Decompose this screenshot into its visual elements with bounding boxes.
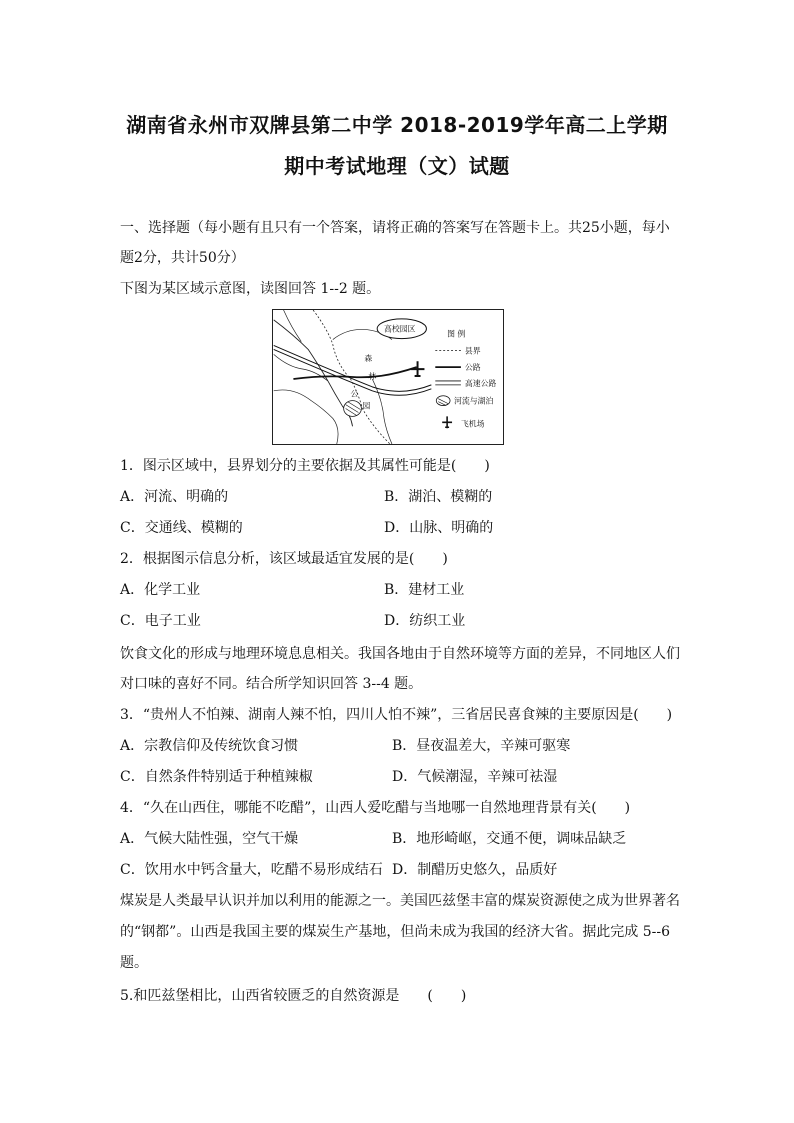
intro-q3-q4-line1: 饮食文化的形成与地理环境息息相关。我国各地由于自然环境等方面的差异，不同地区人们 xyxy=(120,646,680,662)
q3-option-c: C．自然条件特别适于种植辣椒 xyxy=(120,769,313,785)
legend-county-border: 县界 xyxy=(464,346,481,356)
highway-line-1 xyxy=(274,345,432,391)
legend-airport: 飞机场 xyxy=(460,419,485,429)
doc-title-line2: 期中考试地理（文）试题 xyxy=(284,154,510,178)
river-branch-1 xyxy=(284,310,302,342)
q3-option-b: B．昼夜温差大，辛辣可驱寒 xyxy=(392,738,571,754)
forest-label-1: 森 xyxy=(364,354,373,364)
q2-stem: 2．根据图示信息分析，该区域最适宜发展的是( ) xyxy=(120,551,448,567)
q4-option-a: A．气候大陆性强，空气干燥 xyxy=(120,831,299,847)
legend-road: 公路 xyxy=(464,363,481,373)
park-label-2: 园 xyxy=(362,401,371,411)
q3-option-a: A．宗教信仰及传统饮食习惯 xyxy=(120,738,299,754)
river-branch-5 xyxy=(372,379,392,444)
river-main xyxy=(274,320,353,426)
park-label-1: 公 xyxy=(350,389,359,399)
legend-title: 图 例 xyxy=(447,329,466,339)
q4-option-b: B．地形崎岖，交通不便，调味品缺乏 xyxy=(392,831,627,847)
q4-option-c: C．饮用水中钙含量大，吃醋不易形成结石 xyxy=(120,862,383,878)
region-map xyxy=(272,309,504,445)
q1-option-a: A．河流、明确的 xyxy=(120,489,229,505)
legend-highway: 高速公路 xyxy=(464,378,497,388)
forest-label-2: 林 xyxy=(368,371,377,381)
region-map-drawing xyxy=(273,310,503,444)
q1-stem: 1．图示区域中，县界划分的主要依据及其属性可能是( ) xyxy=(120,458,490,474)
section-header-line1: 一、选择题（每小题有且只有一个答案，请将正确的答案写在答题卡上。共25小题，每小 xyxy=(120,220,670,236)
intro-q1-q2: 下图为某区域示意图，读图回答 1--2 题。 xyxy=(120,281,381,297)
river-branch-3 xyxy=(274,390,338,444)
q2-option-d: D．纺织工业 xyxy=(384,613,466,629)
doc-title-line1: 湖南省永州市双牌县第二中学 2018-2019学年高二上学期 xyxy=(126,113,668,137)
q2-option-b: B．建材工业 xyxy=(384,582,465,598)
q2-option-c: C．电子工业 xyxy=(120,613,201,629)
intro-q3-q4-line2: 对口味的喜好不同。结合所学知识回答 3--4 题。 xyxy=(120,676,423,692)
q1-option-d: D．山脉、明确的 xyxy=(384,520,494,536)
q4-stem: 4．“久在山西住，哪能不吃醋”，山西人爱吃醋与当地哪一自然地理背景有关( ) xyxy=(120,800,631,816)
legend-river-lake: 河流与湖泊 xyxy=(454,396,494,406)
q2-option-a: A．化学工业 xyxy=(120,582,201,598)
intro-q5-q6-line2: 的“钢都”。山西是我国主要的煤炭生产基地，但尚未成为我国的经济大省。据此完成 5--6 xyxy=(120,924,671,940)
q1-option-b: B．湖泊、模糊的 xyxy=(384,489,493,505)
section-header-line2: 题2分，共计50分） xyxy=(120,250,245,266)
q3-option-d: D．气候潮湿，辛辣可祛湿 xyxy=(392,769,558,785)
highway-line-2 xyxy=(274,349,432,395)
q5-stem: 5.和匹兹堡相比，山西省较匮乏的自然资源是 ( ) xyxy=(120,988,467,1004)
q4-option-d: D．制醋历史悠久，品质好 xyxy=(392,862,558,878)
intro-q5-q6-line3: 题。 xyxy=(120,955,148,971)
airport-icon xyxy=(411,361,425,377)
q1-option-c: C．交通线、模糊的 xyxy=(120,520,243,536)
q3-stem: 3．“贵州人不怕辣、湖南人辣不怕，四川人怕不辣”，三省居民喜食辣的主要原因是( ) xyxy=(120,707,673,723)
campus-label: 高校园区 xyxy=(384,324,416,334)
road-line xyxy=(293,367,416,379)
intro-q5-q6-line1: 煤炭是人类最早认识并加以利用的能源之一。美国匹兹堡丰富的煤炭资源使之成为世界著名 xyxy=(120,893,680,909)
legend-airport-icon xyxy=(442,416,452,428)
